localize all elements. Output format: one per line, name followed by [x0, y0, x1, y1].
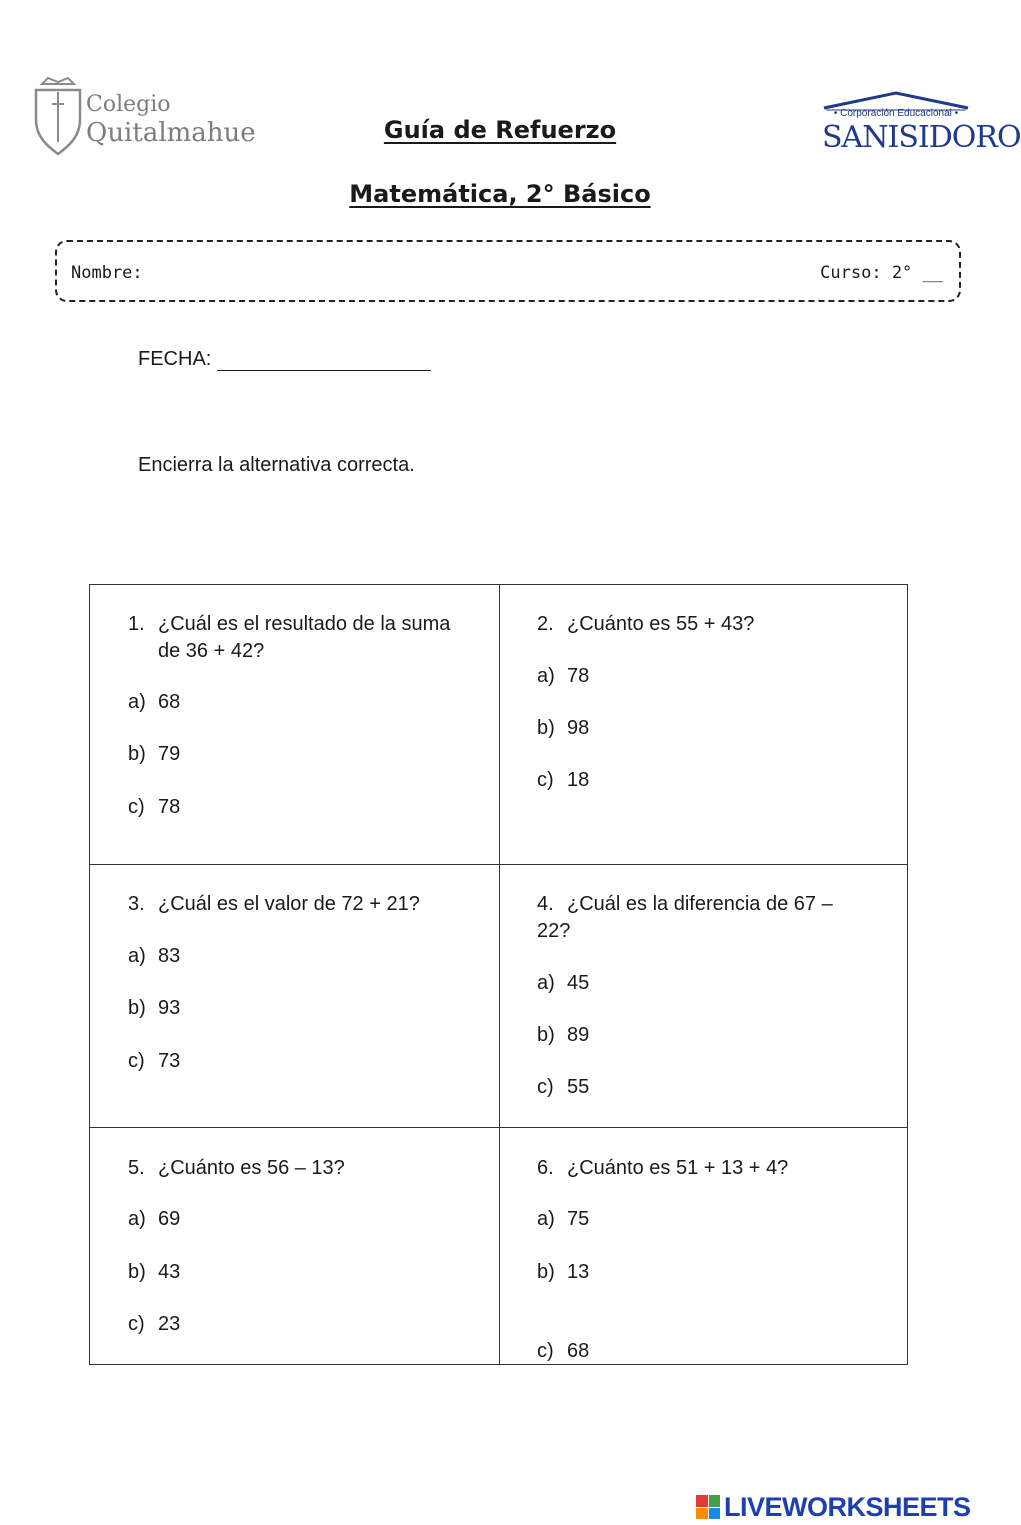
question-number: 1. — [128, 613, 145, 635]
student-info-box — [55, 240, 961, 302]
q6-option-a[interactable]: a) 75 — [537, 1208, 590, 1230]
question-2 — [537, 611, 877, 641]
question-text: ¿Cuál es el resultado de la suma de 36 + 42? — [158, 613, 451, 662]
logo-sanisidoro-text: SANISIDORO — [822, 120, 1021, 155]
question-number: 3. — [128, 893, 145, 915]
page-subtitle: Matemática, 2° Básico — [349, 180, 651, 208]
question-number: 4. — [537, 893, 554, 915]
date-blank-line[interactable] — [217, 350, 431, 371]
q1-option-b[interactable]: b) 79 — [128, 743, 181, 765]
name-label: Nombre: — [71, 263, 143, 283]
table-divider-row-1 — [90, 864, 907, 865]
question-6 — [537, 1155, 877, 1185]
question-number: 5. — [128, 1157, 145, 1179]
question-4 — [537, 891, 877, 951]
q2-option-c[interactable]: c) 18 — [537, 769, 590, 791]
q1-option-c[interactable]: c) 78 — [128, 796, 181, 818]
q3-option-b[interactable]: b) 93 — [128, 997, 181, 1019]
table-divider-row-2 — [90, 1127, 907, 1128]
question-number: 6. — [537, 1157, 554, 1179]
q1-option-a[interactable]: a) 68 — [128, 691, 181, 713]
logo-line-quitalmahue: Quitalmahue — [86, 118, 256, 148]
q2-option-a[interactable]: a) 78 — [537, 665, 590, 687]
logo-corp-text: • Corporación Educacional • — [833, 108, 959, 119]
q4-option-b[interactable]: b) 89 — [537, 1024, 590, 1046]
q3-option-a[interactable]: a) 83 — [128, 945, 181, 967]
q5-option-c[interactable]: c) 23 — [128, 1313, 181, 1335]
question-5 — [128, 1155, 468, 1185]
instruction-text: Encierra la alternativa correcta. — [138, 454, 415, 476]
question-number: 2. — [537, 613, 554, 635]
liveworksheets-text: LIVEWORKSHEETS — [724, 1492, 971, 1522]
question-text: ¿Cuánto es 55 + 43? — [567, 613, 755, 635]
question-3 — [128, 891, 488, 921]
date-label: FECHA: — [138, 348, 212, 370]
q5-option-b[interactable]: b) 43 — [128, 1261, 181, 1283]
question-text: ¿Cuánto es 56 – 13? — [158, 1157, 345, 1179]
question-text: ¿Cuál es el valor de 72 + 21? — [158, 893, 420, 915]
q6-option-b[interactable]: b) 13 — [537, 1261, 590, 1283]
course-label: Curso: 2° __ — [820, 263, 943, 283]
logo-line-colegio: Colegio — [86, 92, 171, 117]
q6-option-c[interactable]: c) 68 — [537, 1340, 590, 1362]
q4-option-a[interactable]: a) 45 — [537, 972, 590, 994]
live-badge-icon — [696, 1495, 720, 1519]
date-field — [138, 348, 431, 371]
questions-table — [89, 584, 908, 1365]
question-1 — [128, 611, 468, 671]
q2-option-b[interactable]: b) 98 — [537, 717, 590, 739]
q4-option-c[interactable]: c) 55 — [537, 1076, 590, 1098]
table-divider-vertical — [499, 585, 500, 1364]
q3-option-c[interactable]: c) 73 — [128, 1050, 181, 1072]
page-title: Guía de Refuerzo — [383, 116, 617, 144]
liveworksheets-brand — [696, 1492, 996, 1522]
question-text: ¿Cuál es la diferencia de 67 – 22? — [537, 893, 833, 942]
question-text: ¿Cuánto es 51 + 13 + 4? — [567, 1157, 789, 1179]
q5-option-a[interactable]: a) 69 — [128, 1208, 181, 1230]
